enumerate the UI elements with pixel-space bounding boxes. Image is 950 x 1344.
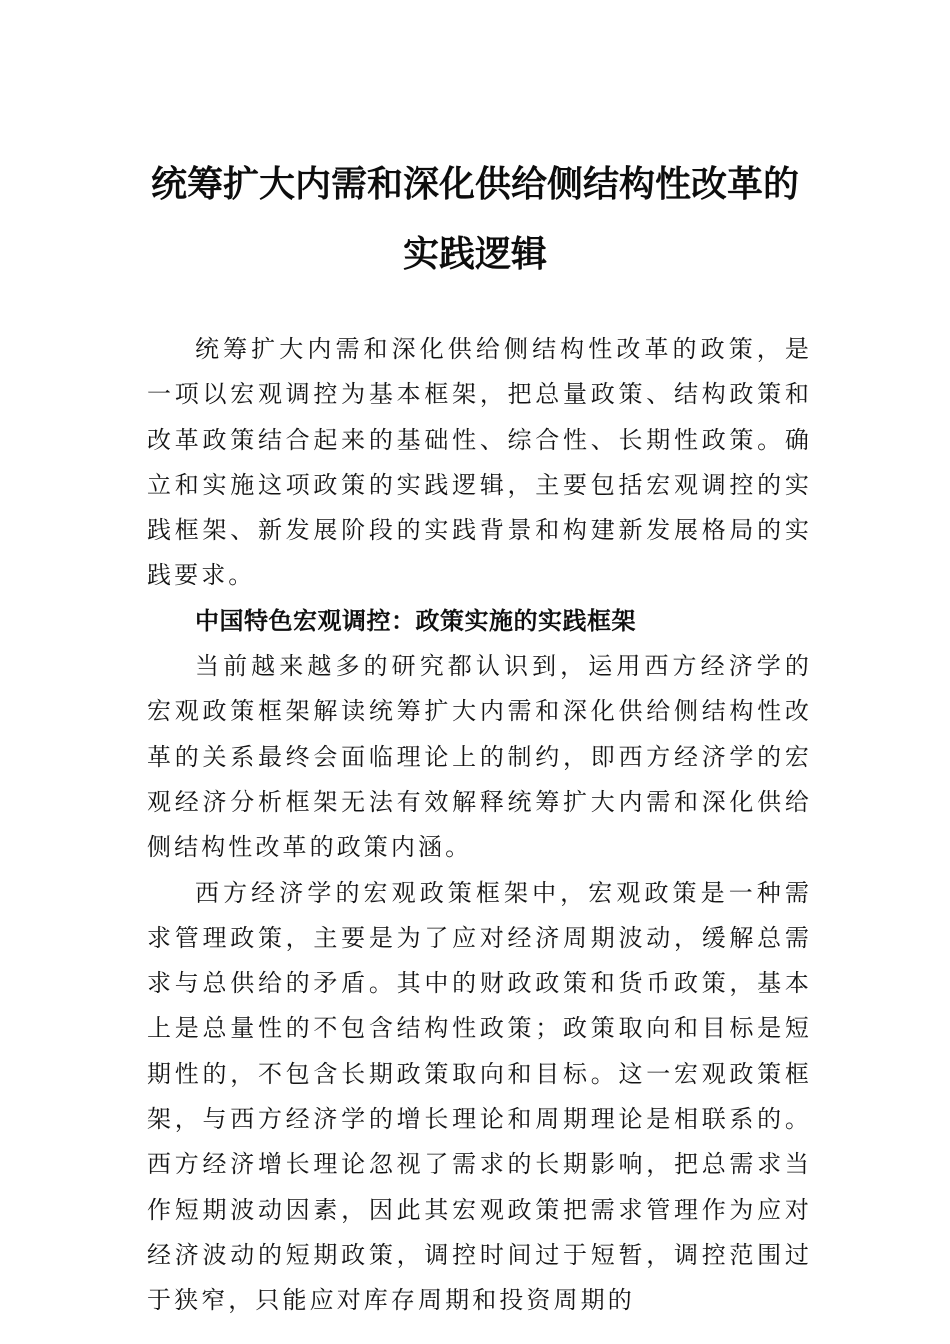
paragraph-western-framework: 西方经济学的宏观政策框架中，宏观政策是一种需求管理政策，主要是为了应对经济周期波动，缓解总需求与总供给的矛盾。其中的财政政策和货币政策，基本上是总量性的不包含结构性政策；政策取向和目标是短期性的，不包含长期政策取向和目标。这一宏观政策框架，与西方经济学的增长理论和周期理论是相联系的。西方经济增长理论忽视了需求的长期影响，把总需求当作短期波动因素，因此其宏观政策把需求管理作为应对经济波动的短期政策，调控时间过于短暂，调控范围过于狭窄，只能应对库存周期和投资周期的 (147, 878, 812, 1315)
paragraph-research: 当前越来越多的研究都认识到，运用西方经济学的宏观政策框架解读统筹扩大内需和深化供给侧结构性改革的关系最终会面临理论上的制约，即西方经济学的宏观经济分析框架无法有效解释统筹扩大内需和深化供给侧结构性改革的政策内涵。 (147, 652, 812, 862)
document-title-line-2: 实践逻辑 (402, 233, 547, 275)
document-body (147, 327, 812, 1324)
document-title-line-1: 统筹扩大内需和深化供给侧结构性改革的 (150, 163, 799, 205)
section-heading: 中国特色宏观调控：政策实施的实践框架 (195, 606, 636, 635)
paragraph-intro: 统筹扩大内需和深化供给侧结构性改革的政策，是一项以宏观调控为基本框架，把总量政策、结构政策和改革政策结合起来的基础性、综合性、长期性政策。确立和实施这项政策的实践逻辑，主要包括宏观调控的实践框架、新发展阶段的实践背景和构建新发展格局的实践要求。 (147, 335, 812, 590)
